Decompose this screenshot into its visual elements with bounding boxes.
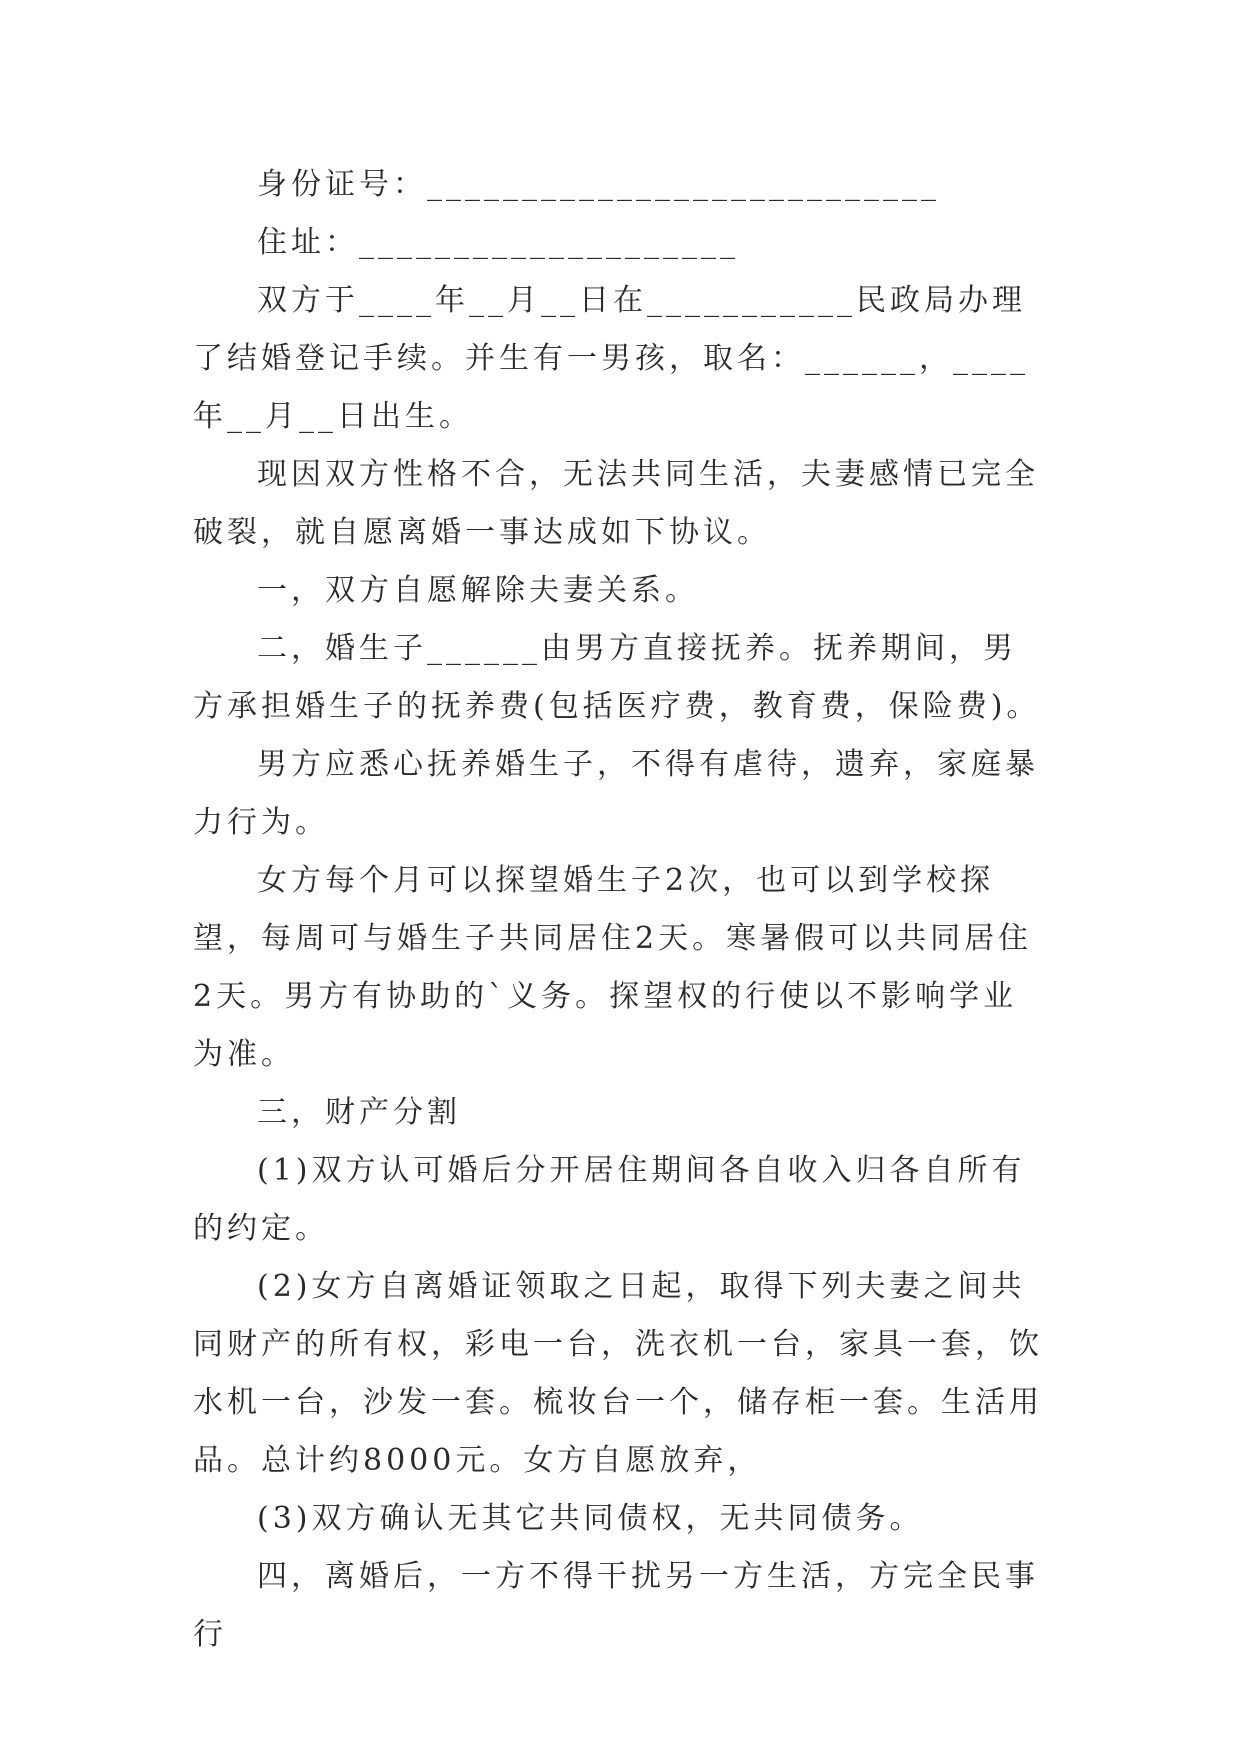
clause-three-heading: 三，财产分割 <box>257 1095 461 1130</box>
divorce-reason-paragraph: 现因双方性格不合，无法共同生活，夫妻感情已完全破裂，就自愿离婚一事达成如下协议。 <box>193 457 1039 550</box>
clause-four: 四，离婚后，一方不得干扰另一方生活，方完全民事行 <box>193 1559 1039 1652</box>
property-item-3: (3)双方确认无其它共同债权，无共同债务。 <box>257 1501 924 1536</box>
property-item-1: (1)双方认可婚后分开居住期间各自收入归各自所有的约定。 <box>193 1153 1026 1246</box>
address-field: 住址：____________________ <box>257 225 739 260</box>
id-number-field: 身份证号：___________________________ <box>257 167 940 202</box>
document-body <box>193 156 1048 1664</box>
visitation-paragraph: 女方每个月可以探望婚生子2次，也可以到学校探望，每周可与婚生子共同居住2天。寒暑假可以共同居住2天。男方有协助的`义务。探望权的行使以不影响学业为准。 <box>193 863 1033 1072</box>
clause-two-custody: 二，婚生子______由男方直接抚养。抚养期间，男方承担婚生子的抚养费(包括医疗费，教育费，保险费)。 <box>193 631 1041 724</box>
clause-one: 一，双方自愿解除夫妻关系。 <box>257 573 699 608</box>
property-item-2: (2)女方自离婚证领取之日起，取得下列夫妻之间共同财产的所有权，彩电一台，洗衣机一台，家具一套，饮水机一台，沙发一套。梳妆台一个，储存柜一套。生活用品。总计约8000元。女方自愿放弃， <box>193 1269 1043 1478</box>
marriage-registration-paragraph: 双方于____年__月__日在___________民政局办理了结婚登记手续。并生有一男孩，取名：______，____年__月__日出生。 <box>193 283 1029 434</box>
custody-duty-paragraph: 男方应悉心抚养婚生子，不得有虐待，遗弃，家庭暴力行为。 <box>193 747 1039 840</box>
